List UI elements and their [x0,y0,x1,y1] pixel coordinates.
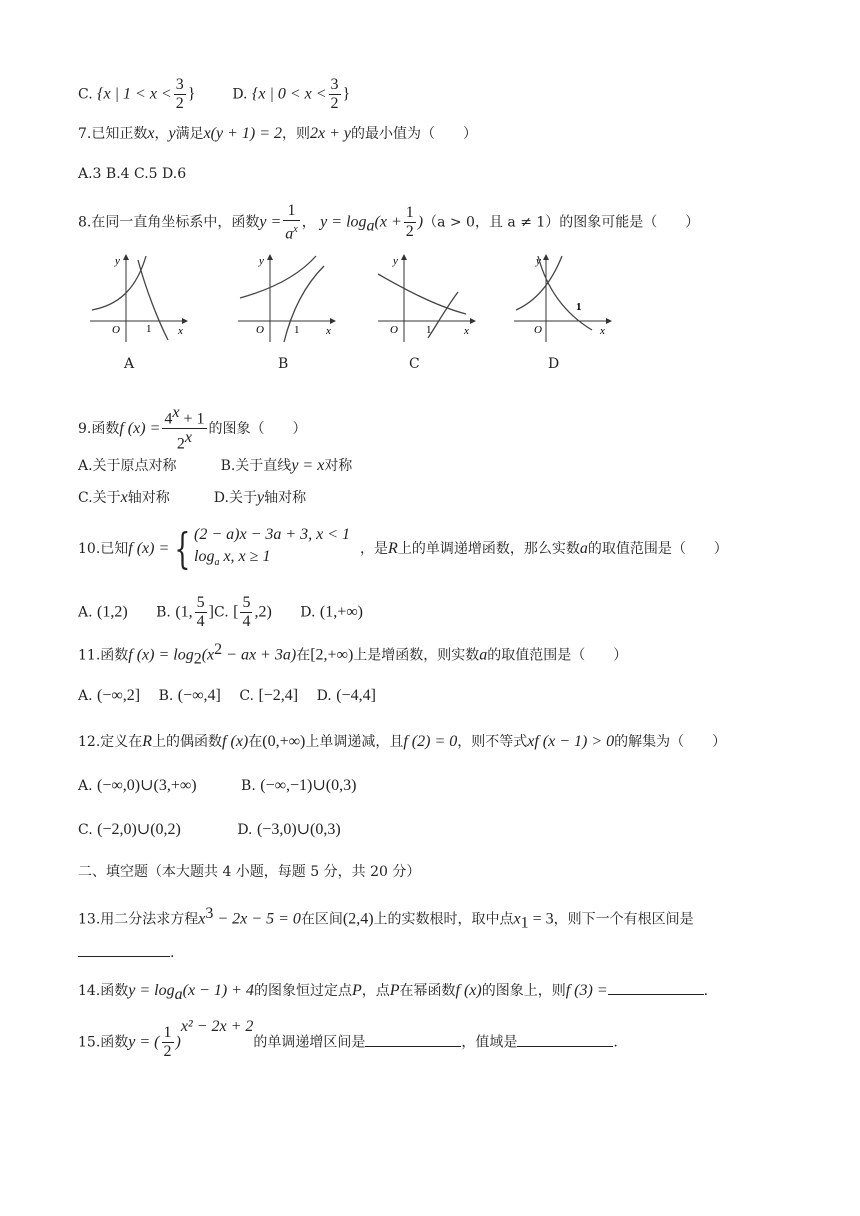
q6-option-d-label: D. [232,86,248,103]
q13-eq-sup: 3 [205,905,214,922]
q14-mid3: 在幂函数 [399,983,456,999]
q15-mid: 的单调递增区间是 [253,1034,366,1051]
frac-num: 5 [196,594,205,611]
q10-option-c-frac [240,594,252,631]
q9-options-ab [78,456,352,476]
q9-option-b-pre: B.关于直线 [220,458,292,474]
q10-case-2-rest: x, x ≥ 1 [219,548,271,565]
svg-text:1: 1 [576,301,582,313]
q12-option-d: (−3,0)∪(0,3) [256,821,341,838]
q6-option-d-frac [329,76,341,113]
q11-mid2: 上是增函数，则实数 [353,647,480,664]
q11-option-d-label: D. [316,688,332,704]
svg-text:O: O [256,324,264,336]
q9-option-b-math: y = x [291,457,325,474]
q14-function: y = log [128,982,175,999]
q12-set-r: R [142,733,153,750]
q8-graph-b [236,250,346,345]
q12-option-d-label: D. [237,822,253,838]
q11-suffix: 的取值范围是（ ） [487,647,628,664]
q7-prefix: 7.已知正数 [78,126,148,142]
q10-option-c-label: C. [213,604,229,621]
q10-option-b-post: ] [208,603,214,621]
q9-suffix: 的图象（ ） [208,420,307,437]
q15-answer-blank-2[interactable] [517,1032,613,1047]
q12-option-c: (−2,0)∪(0,2) [97,821,181,838]
q11-option-b: (−∞,4] [177,687,221,704]
svg-text:O: O [112,324,120,336]
q8-y2-arg-close: ) [417,213,424,231]
q9-options-cd [78,488,306,508]
q12-options-ab [78,776,356,796]
svg-text:x: x [600,325,605,337]
q12-option-a: (−∞,0)∪(3,+∞) [97,777,197,794]
q11-mid: 在 [296,647,311,664]
q13-x1-val: = 3 [528,910,554,928]
q12-options-cd [78,820,341,840]
q10-option-d: (1,+∞) [319,603,363,621]
q12-option-c-label: C. [78,822,93,838]
q13-answer-blank[interactable] [78,942,170,957]
q7-mid2: ，则 [282,126,311,142]
svg-text:O: O [534,324,542,336]
q11-stem [78,640,627,669]
q11-arg: (x [201,646,215,664]
svg-text:x: x [464,325,469,337]
frac-num [162,404,206,429]
q12-prefix: 12.定义在 [78,734,143,750]
frac-den: 2 [163,1043,172,1060]
q7-suffix: 的最小值为（ ） [351,126,478,142]
frac-den [283,221,299,243]
svg-text:y: y [115,255,120,267]
q10-suffix: 的取值范围是（ ） [587,541,728,558]
q12-mid: 上的偶函数 [152,734,223,750]
q8-label-a: A [124,356,135,372]
q9-prefix: 9.函数 [78,420,120,437]
q6-option-d-end: } [342,85,351,103]
q10-case-2-sub: a [214,557,220,569]
q9-option-d-post: 轴对称 [264,490,307,506]
q12-suffix: 的解集为（ ） [614,734,727,750]
q10-option-b-frac [195,594,207,631]
q10-function: f (x) = [128,540,170,558]
q7-expression: 2x + y [310,125,352,142]
q11-option-c-label: C. [239,688,254,704]
q10-stem [78,524,728,574]
q12-mid2: 在 [248,734,263,750]
q9-stem [78,404,307,454]
q12-function: f (x) [222,733,249,750]
q13-mid: 在区间 [300,911,343,928]
frac-den-sup: x [184,429,192,447]
q12-option-a-label: A. [78,778,93,794]
frac-den-base: a [285,225,294,243]
q6-option-d-set: {x | 0 < x < [251,85,327,103]
frac-den: 2 [175,95,184,112]
section-fill-in-heading: 二、填空题（本大题共 4 小题，每题 5 分，共 20 分） [78,864,421,880]
q11-option-c: [−2,4] [258,687,299,704]
q8-condition: （a > 0，且 a ≠ 1）的图象可能是（ ） [423,214,700,231]
frac-den: 2 [330,95,339,112]
q10-option-b-label: B. [156,604,171,621]
q10-case-1: (2 − a)x − 3a + 3, x < 1 [194,526,351,543]
q10-var-a: a [579,540,588,558]
q12-mid3: 上单调递减，且 [305,734,404,750]
q13-prefix: 13.用二分法求方程 [78,911,199,928]
svg-text:1: 1 [294,324,300,336]
q11-option-a-label: A. [78,688,93,704]
svg-text:y: y [393,255,398,267]
q10-mid: ，是 [360,541,389,558]
q8-graph-a [88,250,198,345]
q12-condition: f (2) = 0 [403,733,458,750]
q8-y1: y = [259,213,282,231]
q14-point-p: P [351,982,362,999]
q7-stem [78,124,477,144]
q8-y1-frac [283,202,299,243]
q11-arg-sup: 2 [214,641,223,658]
q8-graph-d [512,250,622,345]
q11-interval: [2,+∞) [310,646,354,664]
frac-num: 1 [283,202,299,221]
q10-case-2-log: log [194,548,215,565]
q10-option-b-pre: (1, [175,603,193,621]
q15-close: ) [175,1033,181,1051]
q10-brace: { [174,524,191,574]
q10-option-a: (1,2) [97,603,128,621]
q13-answer-line [78,942,174,963]
q14-mid4: 的图象上，则 [481,983,566,999]
q10-options [78,594,363,631]
q7-options: A.3 B.4 C.5 D.6 [78,166,187,182]
q11-prefix: 11.函数 [78,647,129,664]
q9-option-c-post: 轴对称 [127,490,170,506]
q15-exponent: x² − 2x + 2 [180,1017,254,1035]
q9-option-d-math: y [256,489,265,506]
q13-x1: x [513,910,521,928]
frac-num-rest: + 1 [179,410,205,428]
q14-mid: 的图象恒过定点 [253,983,352,999]
q10-option-d-label: D. [300,604,316,621]
q9-option-c-pre: C.关于 [78,490,121,506]
q9-option-a: A.关于原点对称 [78,458,177,474]
q8-y2-frac [404,204,416,241]
q8-prefix: 8.在同一直角坐标系中，函数 [78,214,260,231]
q15-function: y = ( [128,1033,160,1051]
svg-text:1: 1 [426,324,432,336]
q9-option-b-post: 对称 [324,458,353,474]
q8-label-c: C [409,356,420,372]
q10-option-c-pre: [ [233,603,239,621]
q8-comma: ， [301,214,316,231]
q15-prefix: 15.函数 [78,1034,129,1051]
q13-stem [78,904,694,933]
q13-suffix: ，则下一个有根区间是 [553,911,694,928]
frac-den-sup: x [293,224,298,235]
frac-den-base: 2 [176,435,185,453]
q15-answer-blank-1[interactable] [365,1032,461,1047]
q7-comma: ， [154,126,169,142]
q11-options [78,686,376,706]
svg-text:1: 1 [146,323,152,335]
q13-eq-base: x [198,910,206,928]
svg-text:O: O [390,324,398,336]
q9-option-d-pre: D.关于 [213,490,257,506]
q6-option-c-frac [174,76,186,113]
q10-cases [194,524,350,574]
q6-option-c-set: {x | 1 < x < [97,85,172,103]
q15-frac [162,1024,174,1061]
q9-option-c-math: x [120,489,128,506]
svg-text:x: x [326,325,331,337]
q8-stem [78,202,699,243]
frac-num: 1 [405,204,414,222]
q12-stem [78,732,726,752]
q14-prefix: 14.函数 [78,983,129,999]
q12-inequality: xf (x − 1) > 0 [527,733,615,750]
q7-var-y: y [168,125,176,142]
frac-num: 5 [242,594,251,611]
q8-y2-sub: a [366,217,375,235]
q7-equation: x(y + 1) = 2 [203,125,283,142]
q11-option-a: (−∞,2] [97,687,141,704]
q12-interval: (0,+∞) [262,733,306,750]
q11-function: f (x) = log [128,646,194,664]
q9-frac [162,404,206,454]
frac-num-sup: x [172,404,180,421]
q14-mid2: ，点 [361,983,390,999]
q8-graph-c [376,250,486,345]
q10-prefix: 10.已知 [78,541,129,558]
q14-stem [78,980,708,1005]
q10-case-2 [194,546,350,574]
frac-den: 4 [242,613,251,630]
q11-option-d: (−4,4] [336,687,376,704]
q7-mid: 满足 [175,126,204,142]
q11-arg-rest: − ax + 3a) [222,646,297,664]
q10-option-c-post: ,2) [254,603,272,621]
q14-point-p-2: P [389,982,400,999]
q14-answer-blank[interactable] [608,980,704,995]
q6-option-c-label: C. [78,86,93,103]
frac-den: 4 [196,613,205,630]
q10-set-r: R [388,540,398,558]
q11-var-a: a [479,646,488,664]
q15-stem [78,1017,618,1061]
q12-mid4: ，则不等式 [457,734,528,750]
frac-num: 1 [163,1024,172,1041]
q7-var-x: x [147,125,155,142]
q6-options [78,76,350,113]
frac-den [162,429,206,453]
q13-eq-rest: − 2x − 5 = 0 [213,910,301,928]
q14-f3: f (3) = [565,982,608,999]
frac-den: 2 [405,223,414,241]
svg-text:y: y [259,255,264,267]
svg-text:x: x [178,325,183,337]
q8-y2-arg-open: (x + [374,213,402,231]
q15-mid2: ，值域是 [461,1034,518,1051]
frac-num: 3 [330,76,339,93]
q12-option-b: (−∞,−1)∪(0,3) [260,777,357,794]
q11-option-b-label: B. [158,688,174,704]
frac-num-base: 4 [164,410,173,428]
q13-mid2: 上的实数根时，取中点 [373,911,514,928]
q8-label-b: B [278,356,289,372]
q6-option-c-end: } [187,85,196,103]
q13-end: . [170,945,175,961]
q10-mid2: 上的单调递增函数，那么实数 [397,541,580,558]
svg-text:y: y [536,255,541,267]
q9-function: f (x) = [119,419,161,437]
q10-option-a-label: A. [78,604,93,621]
q14-power-function: f (x) [455,982,482,999]
q15-end: . [613,1034,618,1051]
q8-label-d: D [548,356,560,372]
q13-interval: (2,4) [342,910,374,928]
q14-end: . [703,983,709,999]
q14-function-rest: (x − 1) + 4 [182,982,254,999]
q11-log-base: 2 [193,650,202,668]
frac-num: 3 [175,76,184,93]
q12-option-b-label: B. [241,778,256,794]
q13-x1-sub: 1 [520,914,529,932]
q14-log-base: a [174,985,183,1003]
q8-y2: y = log [320,213,367,231]
